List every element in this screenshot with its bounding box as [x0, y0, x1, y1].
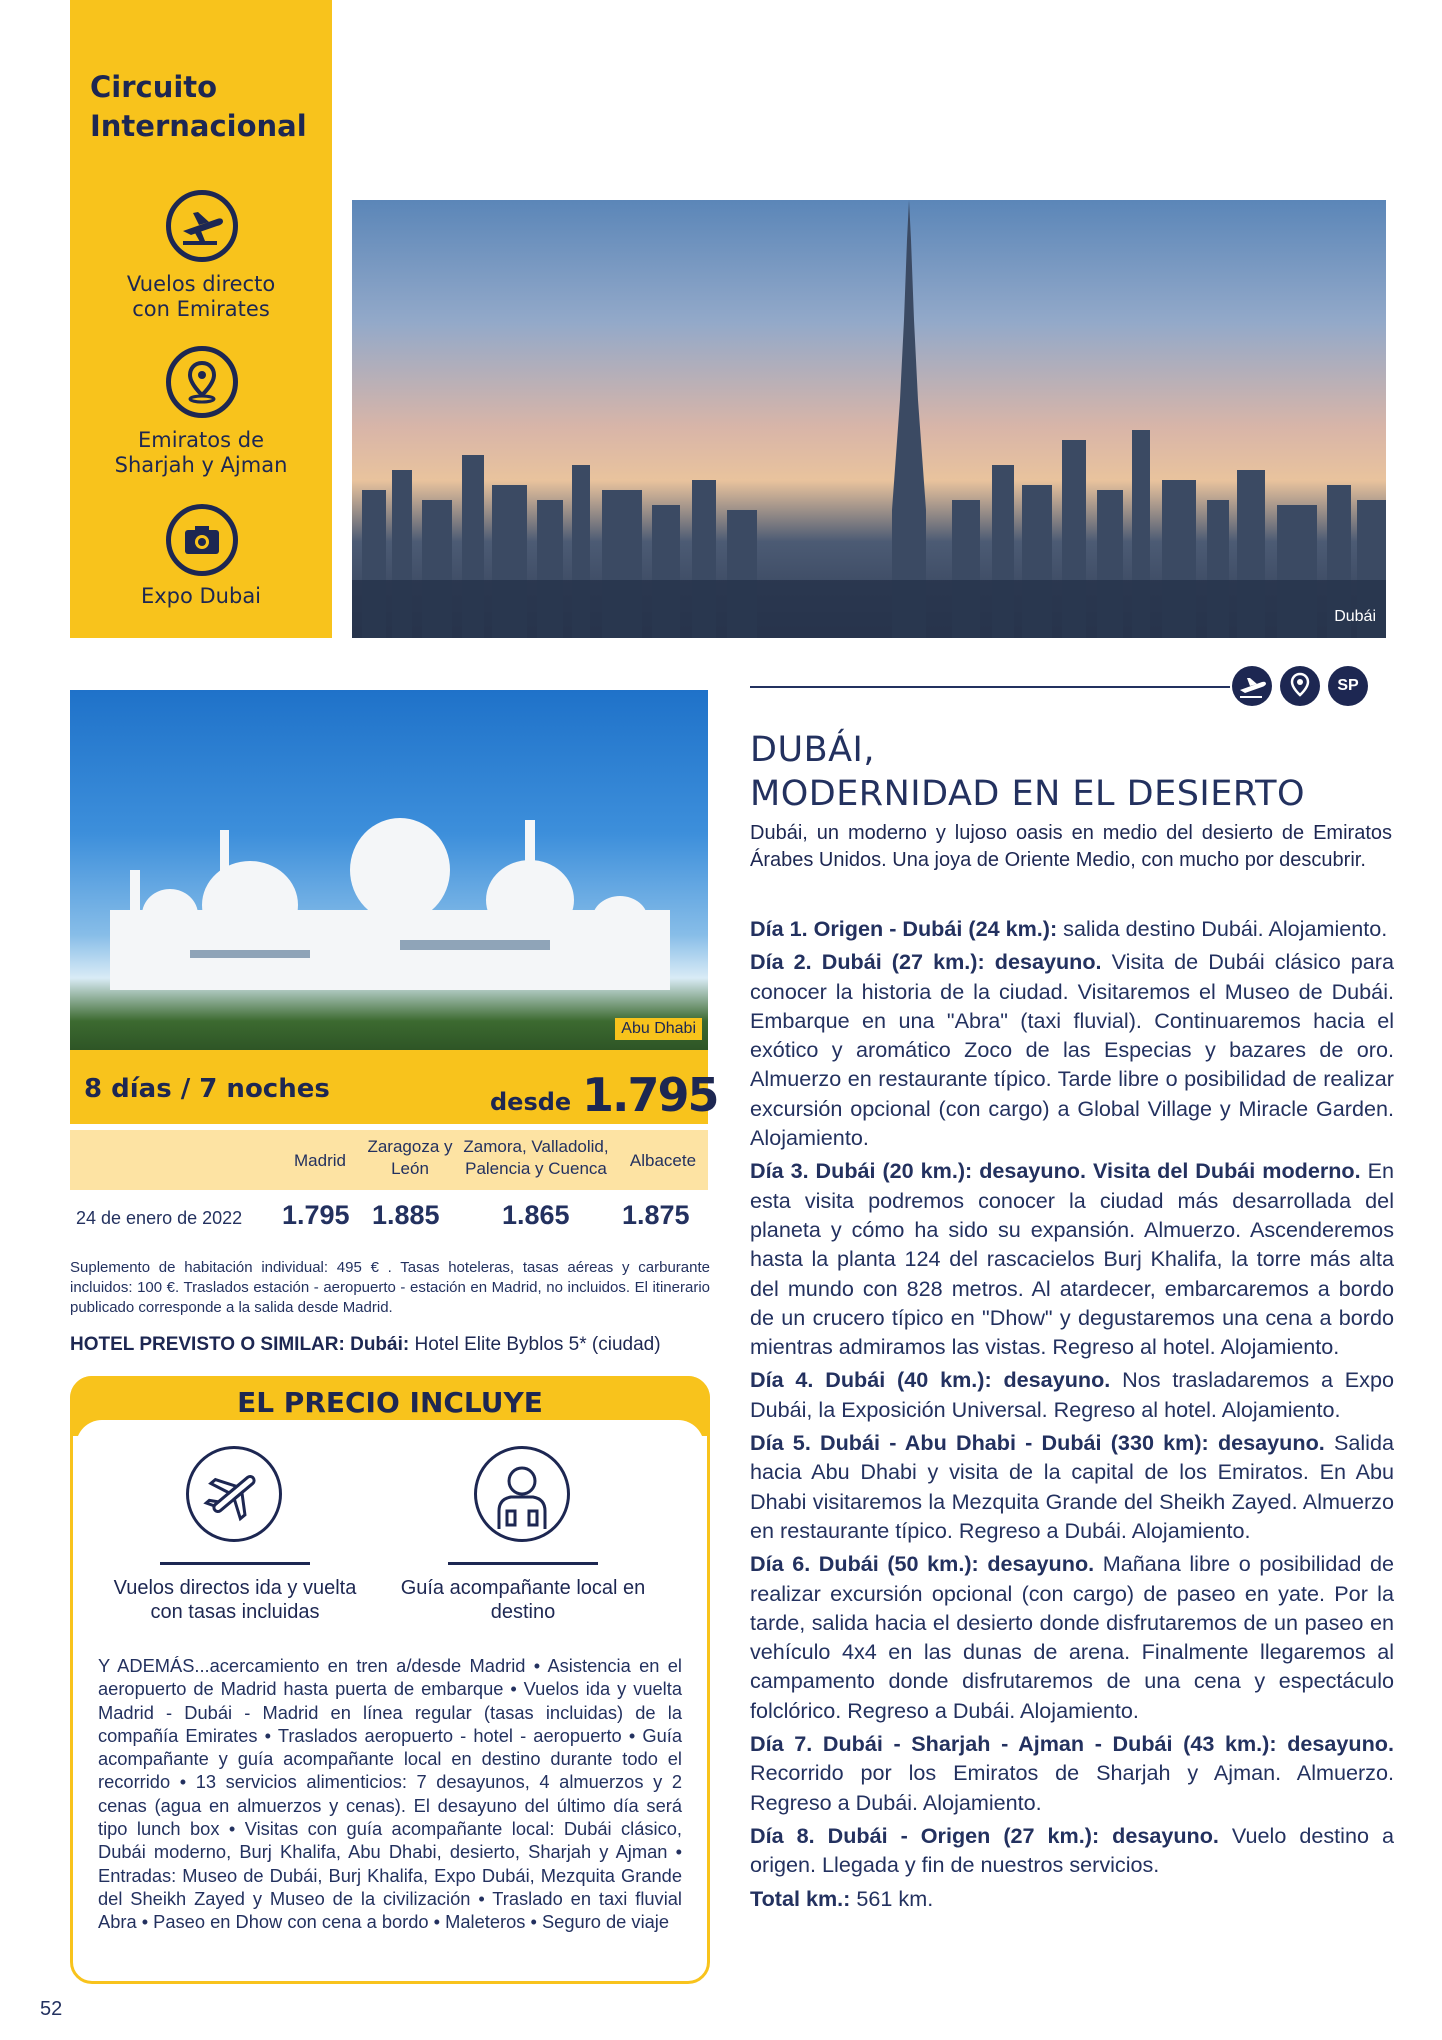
hotel-line — [70, 1334, 661, 1356]
includes-title: EL PRECIO INCLUYE — [237, 1386, 543, 1419]
include-line: Guía acompañante local en — [400, 1577, 646, 1599]
feature-line: con Emirates — [132, 297, 270, 321]
price-col-zamora — [456, 1136, 616, 1180]
itinerary-day — [750, 1549, 1394, 1725]
include-label-guide — [398, 1576, 648, 1624]
price-madrid: 1.795 — [282, 1200, 350, 1230]
desde-price: 1.795 — [582, 1068, 718, 1122]
itinerary-day — [750, 1156, 1394, 1361]
subtitle: Dubái, un moderno y lujoso oasis en medio del desierto de Emiratos Árabes Unidos. Una joya de Oriente Medio, con mucho por descubrir. — [750, 822, 1392, 871]
duration-label: 8 días / 7 noches — [84, 1074, 330, 1104]
day-text: Vuelo destino a origen. Llegada y fin de nuestros servicios. — [750, 1822, 1394, 1878]
total-value: 561 km. — [850, 1885, 934, 1911]
feature-label-expo — [80, 584, 322, 609]
day-title: Día 7. Dubái - Sharjah - Ajman - Dubái (43 km.): desayuno. — [750, 1731, 1394, 1757]
itinerary — [750, 914, 1394, 1913]
supplement-note: Suplemento de habitación individual: 495 € . Tasas hoteleras, tasas aéreas y carburante incluidos: 100 €. Traslados estación - aeropuerto - estación en Madrid, no incluidos. El itinerario publicado corresponde a la salida desde Madrid. — [70, 1259, 710, 1316]
feature-line: Sharjah y Ajman — [114, 453, 288, 477]
feature-label-flights — [80, 272, 322, 322]
include-line: con tasas incluidas — [150, 1601, 320, 1623]
feature-label-emirates — [80, 428, 322, 478]
divider — [160, 1562, 310, 1565]
include-line: destino — [490, 1601, 556, 1623]
total-label: Total km.: — [750, 1885, 851, 1911]
include-line: Vuelos directos ida y vuelta — [113, 1577, 357, 1599]
day-title: Día 4. Dubái (40 km.): desayuno. — [750, 1367, 1111, 1393]
title-line1: DUBÁI, — [750, 730, 875, 770]
price-albacete: 1.875 — [622, 1200, 690, 1230]
price-zaragoza: 1.885 — [372, 1200, 440, 1230]
itinerary-day — [750, 914, 1394, 943]
circuit-title — [90, 68, 320, 146]
header-rule — [750, 686, 1230, 688]
feature-line: Expo Dubai — [140, 584, 262, 608]
location-badge-icon — [1280, 666, 1320, 706]
include-label-flights — [110, 1576, 360, 1624]
divider — [448, 1562, 598, 1565]
photo-caption-dubai: Dubái — [1334, 608, 1376, 625]
day-title: Día 6. Dubái (50 km.): desayuno. — [750, 1551, 1095, 1577]
photo-caption-abu-dhabi: Abu Dhabi — [615, 1018, 702, 1040]
title-line2: MODERNIDAD EN EL DESIERTO — [750, 774, 1306, 814]
circuit-title-line2: Internacional — [90, 109, 307, 143]
price-col-zaragoza — [360, 1136, 460, 1180]
col-line: Palencia y Cuenca — [465, 1159, 607, 1178]
total-km — [750, 1884, 1394, 1913]
circuit-title-line1: Circuito — [90, 70, 218, 104]
tour-guide-icon — [474, 1446, 570, 1542]
hotel-value: Hotel Elite Byblos 5* (ciudad) — [409, 1334, 661, 1355]
airplane-icon — [186, 1446, 282, 1542]
itinerary-day — [750, 1821, 1394, 1880]
day-text: En esta visita podremos conocer la ciudad más desarrollada del planeta y cómo ha sido su expansión. Almuerzo. Ascenderemos hasta la planta 124 del rascacielos Burj Khalifa, la torre más alta del mundo con 828 metros. Al atardecer, embarcaremos a bordo de un crucero típico en "Dhow" y degustaremos una cena a bordo mientras admiramos las vistas. Regreso al hotel. Alojamiento. — [750, 1158, 1394, 1360]
feature-line: Emiratos de — [137, 428, 264, 452]
day-text: Nos trasladaremos a Expo Dubái, la Exposición Universal. Regreso al hotel. Alojamiento. — [750, 1367, 1394, 1422]
day-title: Día 1. Origen - Dubái (24 km.): — [750, 916, 1058, 941]
day-title: Día 8. Dubái - Origen (27 km.): desayuno. — [750, 1822, 1219, 1848]
itinerary-day — [750, 947, 1394, 1152]
col-line: Albacete — [629, 1151, 697, 1170]
abu-dhabi-mosque-photo — [70, 690, 708, 1050]
page-number: 52 — [40, 1998, 63, 2020]
day-text: Mañana libre o posibilidad de realizar excursión opcional (con cargo) de paseo en yate. Por la tarde, salida hacia el desierto donde disfrutaremos de un paseo en vehículo 4x4 en las dunas de arena. Finalmente llegaremos al campamento donde disfrutaremos de una cena y espectáculo folclórico. Regreso a Dubái. Alojamiento. — [750, 1551, 1394, 1723]
dubai-skyline-photo — [352, 200, 1386, 638]
price-row-date: 24 de enero de 2022 — [76, 1208, 243, 1228]
camera-icon — [166, 504, 238, 576]
itinerary-day — [750, 1729, 1394, 1817]
day-title: Día 2. Dubái (27 km.): desayuno. — [750, 949, 1102, 975]
col-line: Zamora, Valladolid, — [463, 1137, 609, 1156]
itinerary-day — [750, 1428, 1394, 1545]
flight-badge-icon — [1232, 666, 1272, 706]
itinerary-day — [750, 1365, 1394, 1424]
map-pin-icon — [166, 346, 238, 418]
ademas-paragraph: Y ADEMÁS...acercamiento en tren a/desde Madrid • Asistencia en el aeropuerto de Madrid hasta puerta de embarque • Vuelos ida y vuelta Madrid - Dubái - Madrid en línea regular (tasas incluidas) de la compañía Emirates • Traslados aeropuerto - hotel - aeropuerto • Guía acompañante y guía acompañante local en destino durante todo el recorrido • 13 servicios alimenticios: 7 desayunos, 4 almuerzos y 2 cenas (agua en almuerzos y cenas). El desayuno del último día será tipo lunch box • Visitas con guía acompañante local: Dubái clásico, Dubái moderno, Burj Khalifa, Abu Dhabi, desierto, Sharjah y Ajman • Entradas: Museo de Dubái, Burj Khalifa, Expo Dubái, Mezquita Grande del Sheikh Zayed y Museo de la civilización • Traslado en taxi fluvial Abra • Paseo en Dhow con cena a bordo • Maleteros • Seguro de viaje — [98, 1655, 682, 1933]
page-title — [750, 728, 1390, 816]
desde-label: desde — [490, 1088, 572, 1116]
day-title: Día 3. Dubái (20 km.): desayuno. Visita del Dubái moderno. — [750, 1158, 1361, 1184]
includes-inner — [76, 1420, 704, 1480]
day-title: Día 5. Dubái - Abu Dhabi - Dubái (330 km): desayuno. — [750, 1430, 1325, 1456]
col-line: Zaragoza y — [367, 1137, 453, 1156]
day-text: Visita de Dubái clásico para conocer la historia de la ciudad. Visitaremos el Museo de Dubái. Embarque en una "Abra" (taxi fluvial). Continuaremos hacia el exótico y aromático Zoco de las Especias y bazares de oro. Almuerzo en restaurante típico. Tarde libre o posibilidad de realizar excursión opcional (con cargo) a Global Village y Miracle Garden. Alojamiento. — [750, 949, 1394, 1151]
day-text: Salida hacia Abu Dhabi y visita de la capital de los Emiratos. En Abu Dhabi visitaremos la Mezquita Grande del Sheikh Zayed. Almuerzo en restaurante típico. Regreso a Dubái. Alojamiento. — [750, 1430, 1394, 1543]
plane-icon — [166, 190, 238, 262]
col-line: León — [391, 1159, 429, 1178]
price-zamora: 1.865 — [502, 1200, 570, 1230]
price-col-albacete — [618, 1150, 708, 1172]
day-text: salida destino Dubái. Alojamiento. — [1057, 916, 1388, 941]
sp-badge: SP — [1328, 666, 1368, 706]
price-col-madrid — [280, 1150, 360, 1172]
hotel-label: HOTEL PREVISTO O SIMILAR: Dubái: — [70, 1334, 410, 1355]
day-text: Recorrido por los Emiratos de Sharjah y Ajman. Almuerzo. Regreso a Dubái. Alojamiento. — [750, 1760, 1394, 1815]
col-line: Madrid — [294, 1151, 346, 1170]
feature-line: Vuelos directo — [126, 272, 276, 296]
